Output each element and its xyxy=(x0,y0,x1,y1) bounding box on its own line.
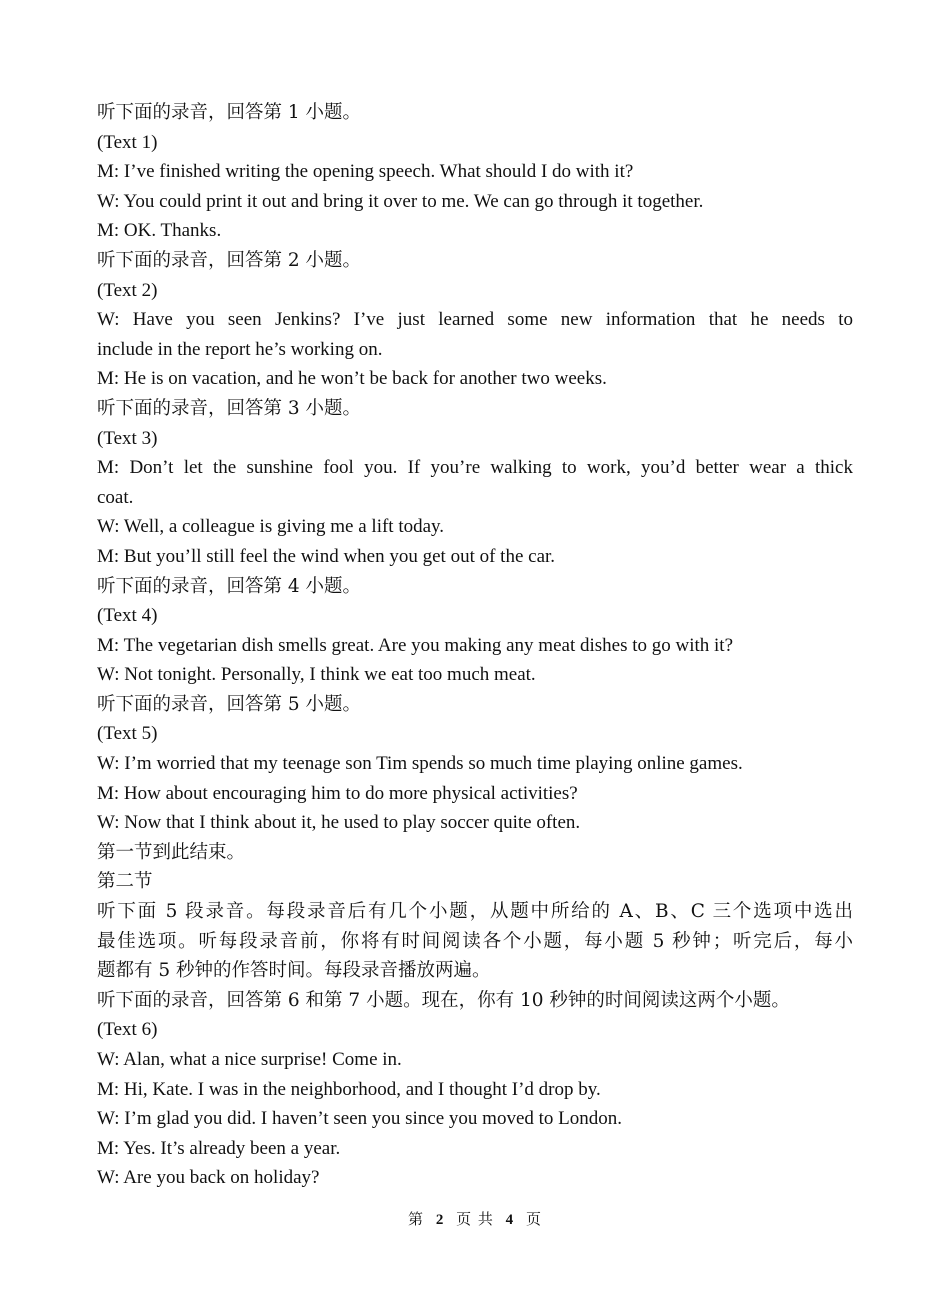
text-heading: (Text 3) xyxy=(97,427,158,449)
footer-prefix: 第 xyxy=(408,1210,425,1228)
text-heading: (Text 5) xyxy=(97,723,158,745)
footer-suffix: 页 xyxy=(525,1210,542,1228)
dialogue-line: W: I’m worried that my teenage son Tim spends so much time playing online games. xyxy=(97,753,743,775)
dialogue-line: W: You could print it out and bring it over to me. We can go through it together. xyxy=(97,190,704,212)
dialogue-line: W: Now that I think about it, he used to play soccer quite often. xyxy=(97,812,581,834)
dialogue-line: M: But you’ll still feel the wind when you get out of the car. xyxy=(97,545,556,567)
section-instruction: 听下面 5 段录音。每段录音后有几个小题，从题中所给的 A、B、C 三个选项中选出 xyxy=(97,901,853,923)
footer-middle: 页 共 xyxy=(456,1210,494,1228)
dialogue-line: W: I’m glad you did. I haven’t seen you since you moved to London. xyxy=(97,1108,623,1130)
dialogue-line-continuation: coat. xyxy=(97,486,134,508)
dialogue-line: M: OK. Thanks. xyxy=(97,220,222,242)
section-instruction: 听下面的录音，回答第 2 小题。 xyxy=(97,249,362,271)
dialogue-line: W: Have you seen Jenkins? I’ve just learned some new information that he needs to xyxy=(97,309,853,331)
dialogue-line: W: Well, a colleague is giving me a lift today. xyxy=(97,516,445,538)
text-heading: (Text 4) xyxy=(97,605,158,627)
section-instruction: 听下面的录音，回答第 5 小题。 xyxy=(97,693,362,715)
dialogue-line: M: Hi, Kate. I was in the neighborhood, and I thought I’d drop by. xyxy=(97,1078,601,1100)
section-heading: 第二节 xyxy=(97,871,153,893)
section-instruction: 听下面的录音，回答第 3 小题。 xyxy=(97,397,362,419)
section-instruction: 听下面的录音，回答第 6 和第 7 小题。现在，你有 10 秒钟的时间阅读这两个小题。 xyxy=(97,989,790,1011)
transcript-body xyxy=(97,98,853,1193)
section-instruction: 题都有 5 秒钟的作答时间。每段录音播放两遍。 xyxy=(97,960,491,982)
text-heading: (Text 6) xyxy=(97,1019,158,1041)
dialogue-line: W: Not tonight. Personally, I think we eat too much meat. xyxy=(97,664,536,686)
section-end-note: 第一节到此结束。 xyxy=(97,841,246,863)
dialogue-line: M: How about encouraging him to do more physical activities? xyxy=(97,782,578,804)
dialogue-line-continuation: include in the report he’s working on. xyxy=(97,338,383,360)
text-heading: (Text 2) xyxy=(97,279,158,301)
dialogue-line: M: Yes. It’s already been a year. xyxy=(97,1137,341,1159)
dialogue-line: W: Are you back on holiday? xyxy=(97,1167,320,1189)
dialogue-line: W: Alan, what a nice surprise! Come in. xyxy=(97,1049,402,1070)
section-instruction: 听下面的录音，回答第 1 小题。 xyxy=(97,102,362,123)
section-instruction: 最佳选项。听每段录音前，你将有时间阅读各个小题，每小题 5 秒钟；听完后，每小 xyxy=(97,930,853,952)
dialogue-line: M: The vegetarian dish smells great. Are you making any meat dishes to go with it? xyxy=(97,634,734,656)
text-heading: (Text 1) xyxy=(97,131,158,153)
current-page-number: 2 xyxy=(435,1212,445,1228)
dialogue-line: M: I’ve finished writing the opening speech. What should I do with it? xyxy=(97,161,634,183)
page-footer xyxy=(0,1208,950,1229)
dialogue-line: M: Don’t let the sunshine fool you. If you’re walking to work, you’d better wear a thick xyxy=(97,457,853,479)
dialogue-line: M: He is on vacation, and he won’t be back for another two weeks. xyxy=(97,368,607,390)
total-page-count: 4 xyxy=(505,1212,515,1228)
section-instruction: 听下面的录音，回答第 4 小题。 xyxy=(97,575,362,597)
